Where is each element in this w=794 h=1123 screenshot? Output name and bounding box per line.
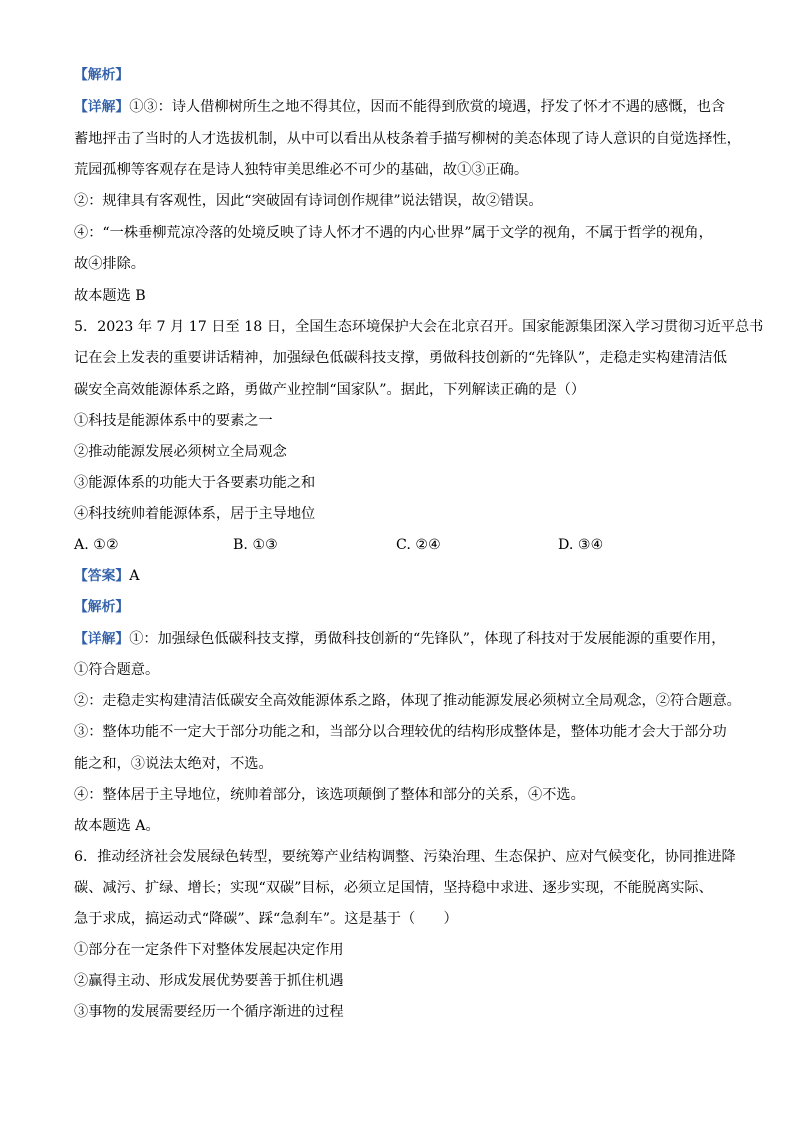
q5-statement-3: ③能源体系的功能大于各要素功能之和 [74,475,316,491]
q5-detail-3-line-2: 能之和，③说法太绝对，不选。 [74,756,273,772]
q5-detail-1-line-2: ①符合题意。 [74,662,160,678]
detail-tag: 【详解】 [74,99,130,115]
q4-point-4-line-2: 故④排除。 [74,256,145,272]
q5-statement-2: ②推动能源发展必须树立全局观念 [74,444,287,460]
q6-stem-line-2: 碳、减污、扩绿、增长；实现“双碳”目标，必须立足国情，坚持稳中求进、逐步实现，不能脱离实际、 [74,880,713,896]
q5-option-c: C. ②④ [396,537,441,553]
q6-stem-line-1: 6．推动经济社会发展绿色转型，要统筹产业结构调整、污染治理、生态保护、应对气候变化，协同推进降 [74,849,736,865]
q5-detail-3-line-1: ③：整体功能不一定大于部分功能之和，当部分以合理较优的结构形成整体是，整体功能才会大于部分功 [74,724,727,740]
q4-detail-line-3: 荒园孤柳等客观存在是诗人独特审美思维必不可少的基础，故①③正确。 [74,162,529,178]
q6-statement-3: ③事物的发展需要经历一个循序渐进的过程 [74,1004,344,1020]
q6-statement-2: ②赢得主动、形成发展优势要善于抓住机遇 [74,973,344,989]
q5-detail-4: ④：整体居于主导地位，统帅着部分，该选项颠倒了整体和部分的关系，④不选。 [74,787,585,803]
answer-tag: 【答案】 [74,568,130,584]
detail-tag: 【详解】 [74,631,130,647]
q4-point-2: ②：规律具有客观性，因此“突破固有诗词创作规律”说法错误，故②错误。 [74,193,543,209]
q4-point-4-line-1: ④：“一株垂柳荒凉冷落的处境反映了诗人怀才不遇的内心世界”属于文学的视角，不属于哲学的视角， [74,225,713,241]
q5-stem-line-1: 5．2023 年 7 月 17 日至 18 日，全国生态环境保护大会在北京召开。国家能源集团深入学习贯彻习近平总书 [74,319,764,335]
q5-answer-line [74,565,139,587]
q5-stem-line-3: 碳安全高效能源体系之路，勇做产业控制“国家队”。据此，下列解读正确的是（） [74,382,586,398]
q5-statement-4: ④科技统帅着能源体系，居于主导地位 [74,506,316,522]
q6-stem-line-3: 急于求成，搞运动式“降碳”、踩“急刹车”。这是基于（ ） [74,911,458,927]
q4-detail-line-2: 蓄地抨击了当时的人才选拔机制，从中可以看出从枝条着手描写柳树的美态体现了诗人意识的自觉选择性， [74,131,741,147]
q5-option-b: B. ①③ [233,537,278,553]
q6-statement-1: ①部分在一定条件下对整体发展起决定作用 [74,942,344,958]
q4-conclusion: 故本题选 B [74,288,146,304]
analysis-tag: 【解析】 [74,599,130,615]
q4-detail-text-1: ①③：诗人借柳树所生之地不得其位，因而不能得到欣赏的境遇，抒发了怀才不遇的感慨，也含 [129,99,726,115]
analysis-tag: 【解析】 [74,67,130,83]
q5-detail-2: ②：走稳走实构建清洁低碳安全高效能源体系之路，体现了推动能源发展必须树立全局观念，②符合题意。 [74,693,741,709]
q5-stem-line-2: 记在会上发表的重要讲话精神，加强绿色低碳科技支撑，勇做科技创新的“先锋队”，走稳走实构建清洁低 [74,350,727,366]
q5-answer: A [129,568,140,584]
q5-option-a: A. ①② [74,537,119,553]
q4-detail-line-1 [74,96,725,118]
q5-option-d: D. ③④ [558,537,604,553]
q5-conclusion: 故本题选 A。 [74,818,160,834]
q5-detail-1-text: ①：加强绿色低碳科技支撑，勇做科技创新的“先锋队”，体现了科技对于发展能源的重要作用， [129,631,726,647]
q5-statement-1: ①科技是能源体系中的要素之一 [74,413,273,429]
q5-detail-1-line-1 [74,628,725,650]
